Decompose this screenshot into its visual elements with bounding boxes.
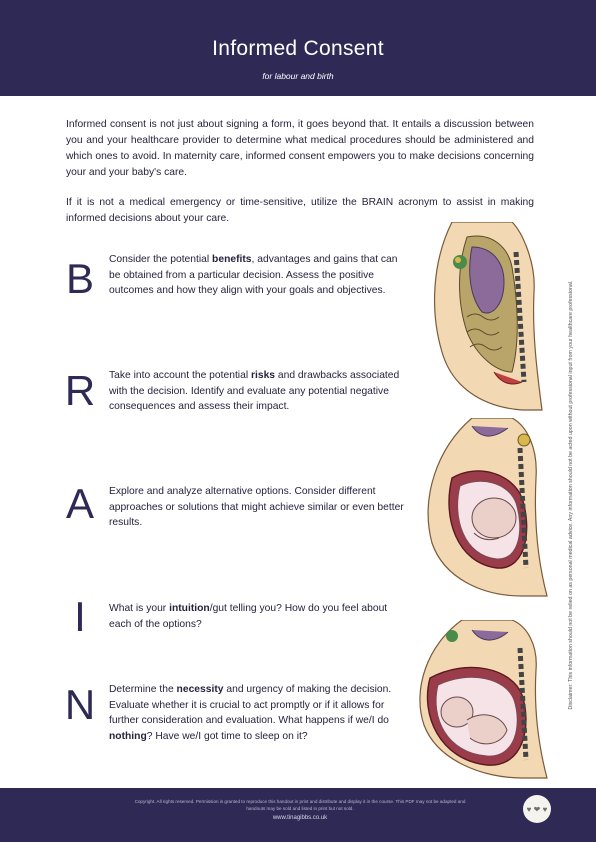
brain-desc-n: Determine the necessity and urgency of making the decision. Evaluate whether it is crucial to act promptly or if it allows for further consideration and evaluation. What happens if we/I do nothing? Have we/I got time to sleep on it? xyxy=(109,684,392,742)
brain-letter-n: N xyxy=(64,681,96,728)
page-title: Informed Consent xyxy=(212,37,384,60)
copyright-text xyxy=(80,798,520,812)
page-subtitle: for labour and birth xyxy=(262,71,334,81)
brain-desc-a: Explore and analyze alternative options. Consider different approaches or solutions that might achieve similar or even better results. xyxy=(109,486,404,528)
brain-letter-r: R xyxy=(64,367,96,414)
intro-paragraph-1: Informed consent is not just about signing a form, it goes beyond that. It entails a discussion between you and your healthcare provider to determine what medical procedures should be administered and which ones to avoid. In maternity care, informed consent empowers you to make decisions concerning your and your baby's care. xyxy=(66,119,534,178)
brain-letter-i: I xyxy=(74,593,86,640)
brain-desc-b: Consider the potential benefits, advantages and gains that can be obtained from a particular decision. Assess the positive outcomes and how they align with your goals and objectives. xyxy=(109,254,398,296)
brain-letter-a: A xyxy=(65,480,94,527)
hearts-logo-icon: ♥ ❤ ♥ xyxy=(523,795,551,823)
copyright-line-1: Copyright. All rights reserved. Permission is granted to reproduce this handout in print and distribute and display it in the course. This PDF may not be adapted and xyxy=(134,799,466,804)
disclaimer xyxy=(565,215,577,775)
disclaimer-text: Disclaimer: This information should not be relied on as personal medical advice. Any information should not be acted upon without professional input from your healthcare professional. xyxy=(568,280,574,710)
brain-desc-i: What is your intuition/gut telling you? How do you feel about each of the options? xyxy=(109,603,388,630)
brain-desc-r: Take into account the potential risks and drawbacks associated with the decision. Identify and evaluate any potential negative consequences and assess their impact. xyxy=(109,370,400,412)
copyright-line-2: handouts may be sold and listed in print but not sold. xyxy=(246,806,354,811)
brain-letter-b: B xyxy=(65,255,94,302)
pregnancy-illustration-late xyxy=(412,620,562,780)
intro-paragraph-2: If it is not a medical emergency or time-sensitive, utilize the BRAIN acronym to assist in making informed decisions about your care. xyxy=(66,197,534,224)
pregnancy-illustration-early xyxy=(412,222,562,412)
header-banner xyxy=(0,0,596,96)
website-link[interactable]: www.tinagibbs.co.uk xyxy=(272,815,328,821)
pregnancy-illustration-mid xyxy=(412,418,562,598)
